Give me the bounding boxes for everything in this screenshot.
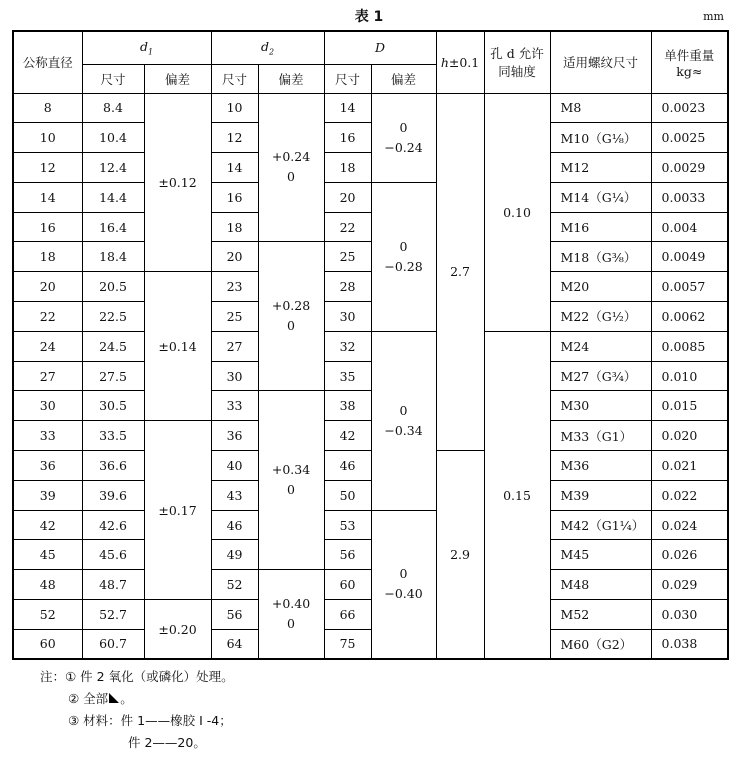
d2-tol-upper: +0.34 xyxy=(271,462,311,478)
cell-nominal: 48 xyxy=(13,570,82,600)
header-d1-dev: 偏差 xyxy=(144,64,211,93)
cell-d2: 30 xyxy=(211,361,258,391)
cell-weight: 0.029 xyxy=(651,570,728,600)
d2-tol-upper: +0.28 xyxy=(271,298,311,314)
header-D-dev: 偏差 xyxy=(371,64,436,93)
header-weight xyxy=(651,31,728,93)
cell-thread: M12 xyxy=(550,153,651,183)
cell-weight: 0.015 xyxy=(651,391,728,421)
cell-D: 66 xyxy=(324,600,371,630)
cell-D: 75 xyxy=(324,629,371,659)
cell-nominal: 45 xyxy=(13,540,82,570)
unit-label: mm xyxy=(703,10,724,23)
table-row xyxy=(13,600,728,630)
cell-coax: 0.15 xyxy=(484,331,550,659)
cell-weight: 0.0057 xyxy=(651,272,728,302)
cell-d1: 33.5 xyxy=(82,421,144,451)
cell-d1-tol: ±0.12 xyxy=(144,93,211,272)
cell-d2: 43 xyxy=(211,480,258,510)
table-title: 表 1 xyxy=(354,9,384,25)
note-4: 件 2——20。 xyxy=(128,735,206,750)
cell-weight: 0.004 xyxy=(651,212,728,242)
cell-weight: 0.026 xyxy=(651,540,728,570)
cell-weight: 0.020 xyxy=(651,421,728,451)
cell-d2: 64 xyxy=(211,629,258,659)
cell-weight: 0.0029 xyxy=(651,153,728,183)
cell-D: 60 xyxy=(324,570,371,600)
d2-tol-lower: 0 xyxy=(287,482,295,498)
cell-nominal: 20 xyxy=(13,272,82,302)
header-weight-line2: kg≈ xyxy=(676,63,703,79)
D-tol-lower: −0.40 xyxy=(384,586,423,602)
cell-thread: M30 xyxy=(550,391,651,421)
header-d1: $d_1$ xyxy=(82,31,211,64)
cell-D-tol xyxy=(371,93,436,182)
cell-h: 2.7 xyxy=(436,93,484,451)
cell-d1-tol: ±0.14 xyxy=(144,272,211,421)
cell-d2-tol xyxy=(258,93,324,242)
header-D-size: 尺寸 xyxy=(324,64,371,93)
cell-thread: M24 xyxy=(550,331,651,361)
table-row xyxy=(13,540,728,570)
header-d2-dev: 偏差 xyxy=(258,64,324,93)
cell-d1-tol: ±0.17 xyxy=(144,421,211,600)
table-row xyxy=(13,93,728,123)
cell-d2: 40 xyxy=(211,451,258,481)
cell-weight: 0.0023 xyxy=(651,93,728,123)
cell-d2: 20 xyxy=(211,242,258,272)
cell-d1: 48.7 xyxy=(82,570,144,600)
cell-nominal: 8 xyxy=(13,93,82,123)
table-row xyxy=(13,391,728,421)
cell-d1: 20.5 xyxy=(82,272,144,302)
spec-table xyxy=(12,30,729,660)
cell-d2: 49 xyxy=(211,540,258,570)
cell-thread: M42（G1¼） xyxy=(550,510,651,540)
d2-tol-upper: +0.40 xyxy=(271,596,311,612)
table-row xyxy=(13,451,728,481)
cell-D: 46 xyxy=(324,451,371,481)
cell-thread: M14（G¼） xyxy=(550,182,651,212)
cell-d2: 18 xyxy=(211,212,258,242)
D-tol-lower: −0.24 xyxy=(384,139,423,155)
cell-thread: M33（G1） xyxy=(550,421,651,451)
table-row xyxy=(13,510,728,540)
d2-tol-lower: 0 xyxy=(287,616,295,632)
cell-d2-tol xyxy=(258,570,324,659)
cell-D: 25 xyxy=(324,242,371,272)
table-row xyxy=(13,331,728,361)
table-row xyxy=(13,242,728,272)
cell-d2: 52 xyxy=(211,570,258,600)
cell-weight: 0.022 xyxy=(651,480,728,510)
cell-d1: 27.5 xyxy=(82,361,144,391)
cell-D: 22 xyxy=(324,212,371,242)
cell-D: 42 xyxy=(324,421,371,451)
cell-weight: 0.0085 xyxy=(651,331,728,361)
d2-tol-lower: 0 xyxy=(287,169,295,185)
D-tol-upper: 0 xyxy=(399,402,408,418)
note-2 xyxy=(40,688,234,710)
cell-weight: 0.024 xyxy=(651,510,728,540)
cell-d2: 56 xyxy=(211,600,258,630)
cell-nominal: 33 xyxy=(13,421,82,451)
header-coax-line2: 同轴度 xyxy=(498,64,536,80)
cell-d1: 8.4 xyxy=(82,93,144,123)
cell-nominal: 12 xyxy=(13,153,82,183)
header-D: D xyxy=(324,31,436,64)
cell-d1: 52.7 xyxy=(82,600,144,630)
header-coax-line1: 孔 d 允许 xyxy=(490,46,544,62)
D-tol-lower: −0.34 xyxy=(384,422,423,438)
surface-finish-icon xyxy=(108,692,120,704)
cell-d2: 10 xyxy=(211,93,258,123)
cell-d1: 12.4 xyxy=(82,153,144,183)
cell-d1: 42.6 xyxy=(82,510,144,540)
cell-d1-tol: ±0.20 xyxy=(144,600,211,660)
header-d2-size: 尺寸 xyxy=(211,64,258,93)
d2-tol-lower: 0 xyxy=(287,318,295,334)
cell-D-tol xyxy=(371,331,436,510)
cell-weight: 0.038 xyxy=(651,629,728,659)
cell-thread: M27（G¾） xyxy=(550,361,651,391)
table-row xyxy=(13,212,728,242)
cell-nominal: 42 xyxy=(13,510,82,540)
cell-d1: 24.5 xyxy=(82,331,144,361)
cell-D-tol xyxy=(371,182,436,331)
cell-d2: 36 xyxy=(211,421,258,451)
cell-D: 32 xyxy=(324,331,371,361)
cell-d1: 45.6 xyxy=(82,540,144,570)
D-tol-lower: −0.28 xyxy=(384,258,423,274)
header-coax xyxy=(484,31,550,93)
table-row xyxy=(13,302,728,332)
cell-D: 18 xyxy=(324,153,371,183)
cell-nominal: 14 xyxy=(13,182,82,212)
header-d2: $d_2$ xyxy=(211,31,324,64)
cell-thread: M39 xyxy=(550,480,651,510)
cell-nominal: 30 xyxy=(13,391,82,421)
cell-d1: 36.6 xyxy=(82,451,144,481)
note-1: 注：① 件 2 氧化（或磷化）处理。 xyxy=(40,669,234,684)
cell-D: 14 xyxy=(324,93,371,123)
cell-d1: 30.5 xyxy=(82,391,144,421)
cell-d2: 12 xyxy=(211,123,258,153)
header-h: h±0.1 xyxy=(436,31,484,93)
cell-d2: 14 xyxy=(211,153,258,183)
cell-thread: M18（G⅜） xyxy=(550,242,651,272)
cell-d1: 22.5 xyxy=(82,302,144,332)
cell-thread: M16 xyxy=(550,212,651,242)
cell-nominal: 18 xyxy=(13,242,82,272)
table-row xyxy=(13,570,728,600)
cell-d2: 33 xyxy=(211,391,258,421)
cell-d1: 14.4 xyxy=(82,182,144,212)
cell-D: 28 xyxy=(324,272,371,302)
header-weight-line1: 单件重量 xyxy=(664,47,715,63)
cell-d2: 16 xyxy=(211,182,258,212)
table-row xyxy=(13,123,728,153)
cell-D: 20 xyxy=(324,182,371,212)
cell-weight: 0.0062 xyxy=(651,302,728,332)
cell-thread: M10（G⅛） xyxy=(550,123,651,153)
cell-D: 30 xyxy=(324,302,371,332)
cell-D: 38 xyxy=(324,391,371,421)
cell-d1: 10.4 xyxy=(82,123,144,153)
D-tol-upper: 0 xyxy=(399,566,408,582)
notes xyxy=(40,666,234,754)
table-row xyxy=(13,480,728,510)
cell-d2-tol xyxy=(258,242,324,391)
note-3: ③ 材料：件 1——橡胶 Ⅰ -4； xyxy=(68,713,232,728)
cell-thread: M20 xyxy=(550,272,651,302)
cell-nominal: 16 xyxy=(13,212,82,242)
table-row xyxy=(13,153,728,183)
cell-d2-tol xyxy=(258,391,324,570)
header-d1-size: 尺寸 xyxy=(82,64,144,93)
cell-nominal: 22 xyxy=(13,302,82,332)
cell-d2: 46 xyxy=(211,510,258,540)
cell-weight: 0.021 xyxy=(651,451,728,481)
cell-thread: M8 xyxy=(550,93,651,123)
cell-thread: M48 xyxy=(550,570,651,600)
cell-weight: 0.0049 xyxy=(651,242,728,272)
cell-d1: 16.4 xyxy=(82,212,144,242)
cell-weight: 0.0025 xyxy=(651,123,728,153)
cell-nominal: 60 xyxy=(13,629,82,659)
cell-nominal: 39 xyxy=(13,480,82,510)
table-row xyxy=(13,421,728,451)
cell-D: 16 xyxy=(324,123,371,153)
cell-D: 50 xyxy=(324,480,371,510)
cell-nominal: 10 xyxy=(13,123,82,153)
header-thread: 适用螺纹尺寸 xyxy=(550,31,651,93)
cell-weight: 0.030 xyxy=(651,600,728,630)
cell-d2: 23 xyxy=(211,272,258,302)
cell-d2: 27 xyxy=(211,331,258,361)
note-2-tail: 。 xyxy=(120,691,133,706)
cell-thread: M45 xyxy=(550,540,651,570)
note-2-text: ② 全部 xyxy=(68,691,109,706)
cell-D: 53 xyxy=(324,510,371,540)
table-row xyxy=(13,629,728,659)
header-nominal: 公称直径 xyxy=(13,31,82,93)
cell-D-tol xyxy=(371,510,436,659)
cell-thread: M60（G2） xyxy=(550,629,651,659)
cell-weight: 0.0033 xyxy=(651,182,728,212)
d2-tol-upper: +0.24 xyxy=(271,149,311,165)
cell-weight: 0.010 xyxy=(651,361,728,391)
table-row xyxy=(13,361,728,391)
cell-coax: 0.10 xyxy=(484,93,550,331)
table-row xyxy=(13,272,728,302)
cell-d1: 18.4 xyxy=(82,242,144,272)
cell-h: 2.9 xyxy=(436,451,484,660)
D-tol-upper: 0 xyxy=(399,119,408,135)
cell-thread: M22（G½） xyxy=(550,302,651,332)
cell-thread: M36 xyxy=(550,451,651,481)
table-row xyxy=(13,182,728,212)
cell-nominal: 52 xyxy=(13,600,82,630)
cell-nominal: 24 xyxy=(13,331,82,361)
cell-D: 56 xyxy=(324,540,371,570)
D-tol-upper: 0 xyxy=(399,238,408,254)
cell-nominal: 36 xyxy=(13,451,82,481)
cell-d1: 60.7 xyxy=(82,629,144,659)
cell-thread: M52 xyxy=(550,600,651,630)
cell-d1: 39.6 xyxy=(82,480,144,510)
cell-d2: 25 xyxy=(211,302,258,332)
cell-D: 35 xyxy=(324,361,371,391)
cell-nominal: 27 xyxy=(13,361,82,391)
